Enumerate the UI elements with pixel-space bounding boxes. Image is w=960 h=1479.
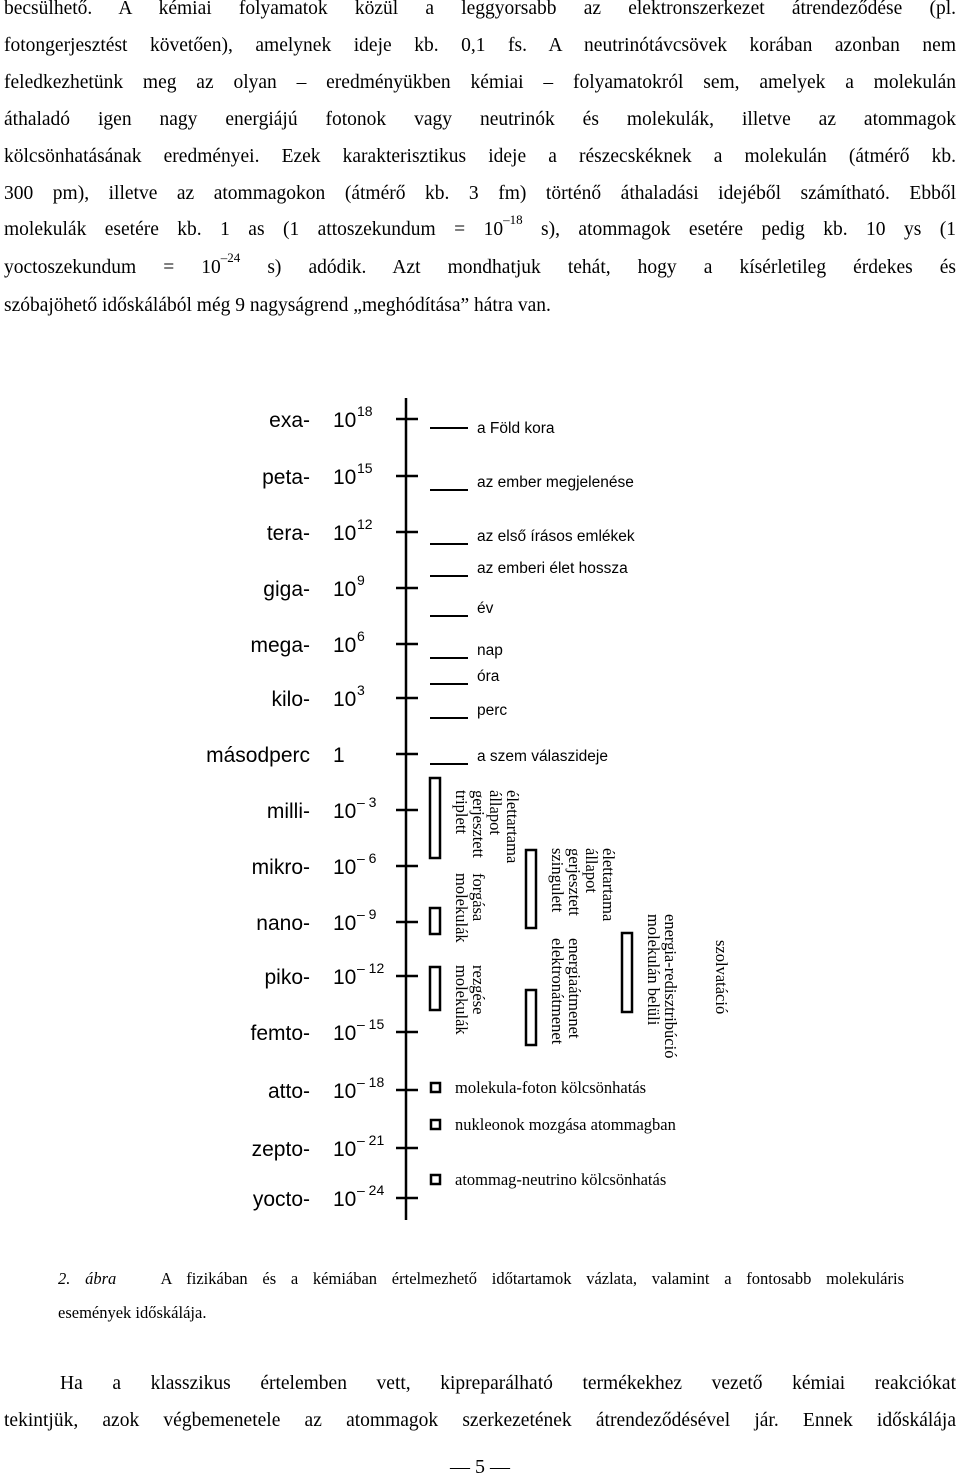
event-label-line: állapot xyxy=(582,848,601,893)
event-label-line: szingulett xyxy=(548,848,567,913)
scale-exponent-label: 6 xyxy=(357,628,365,644)
scale-prefix-label: másodperc xyxy=(206,744,310,767)
page-number: — 5 — xyxy=(450,1456,510,1478)
event-label: az ember megjelenése xyxy=(477,474,634,491)
scale-base-label: 1 xyxy=(333,744,345,767)
molecular-event-label xyxy=(644,914,680,1058)
event-duration-bar xyxy=(430,908,440,934)
scale-base-label: 10 xyxy=(333,856,357,879)
scale-base-label: 10 xyxy=(333,1138,357,1161)
scale-prefix-label: atto- xyxy=(267,1080,310,1103)
event-duration-bar xyxy=(526,990,536,1045)
scale-prefix-label: kilo- xyxy=(271,688,310,711)
event-label: az első írásos emlékek xyxy=(477,528,635,545)
scale-exponent-label: 12 xyxy=(357,516,373,532)
text-line: áthaladó igen nagy energiájú fotonok vagy neutrinók és molekulák, illetve az atommagok xyxy=(4,108,956,130)
event-label-line: elektronátmenet xyxy=(548,938,567,1045)
event-label-line: állapot xyxy=(486,790,505,835)
text-line: tekintjük, azok végbemenetele az atommagok szerkezetének átrendeződésével jár. Ennek időskálája xyxy=(4,1409,956,1431)
scale-base-label: 10 xyxy=(333,1188,357,1211)
text-line: 300 pm), illetve az atommagokon (átmérő kb. 3 fm) történő áthaladási idejéből számítható. Ebből xyxy=(4,182,956,204)
event-label-line: szolvatáció xyxy=(712,940,731,1015)
scale-base-label: 10 xyxy=(333,466,357,489)
event-label-line: élettartama xyxy=(599,848,618,922)
event-duration-bar xyxy=(526,850,536,928)
nuclear-event-label: molekula-foton kölcsönhatás xyxy=(455,1078,647,1097)
timescale-figure xyxy=(0,390,960,1230)
text-line: fotongerjesztést követően), amelynek ideje kb. 0,1 fs. A neutrinótávcsövek korában azonban nem xyxy=(4,34,956,56)
exponent: –24 xyxy=(220,250,241,266)
nuclear-event-label: atommag-neutrino kölcsönhatás xyxy=(455,1170,667,1189)
event-point-marker xyxy=(431,1083,440,1092)
scale-exponent-label: 9 xyxy=(357,572,365,588)
scale-exponent-label: – 12 xyxy=(357,960,385,976)
event-label-line: triplett xyxy=(452,790,471,834)
scale-exponent-label: – 18 xyxy=(357,1074,385,1090)
molecular-event-label xyxy=(452,873,488,943)
scale-prefix-label: giga- xyxy=(263,578,310,601)
event-label: a Föld kora xyxy=(477,420,555,437)
body-paragraph-1 xyxy=(4,0,956,325)
molecular-event-label xyxy=(548,938,584,1045)
event-label-line: molekulák xyxy=(452,873,471,943)
event-label-line: molekulák xyxy=(452,965,471,1035)
scale-prefix-label: zepto- xyxy=(251,1138,310,1161)
event-label: a szem válaszideje xyxy=(477,748,608,765)
event-point-marker xyxy=(431,1120,440,1129)
scale-base-label: 10 xyxy=(333,1022,357,1045)
event-label-line: molekulán belüli xyxy=(644,914,663,1026)
event-duration-bar xyxy=(430,778,440,858)
scale-prefix-label: exa- xyxy=(269,409,310,432)
event-label-line: energiaátmenet xyxy=(565,938,584,1039)
scale-base-label: 10 xyxy=(333,578,357,601)
scale-exponent-label: – 24 xyxy=(357,1182,385,1198)
scale-exponent-label: 3 xyxy=(357,682,365,698)
event-label: nap xyxy=(477,642,503,659)
caption-text: A fizikában és a kémiában értelmezhető időtartamok vázlata, valamint a fontosabb molekuláris xyxy=(160,1269,905,1288)
caption-line xyxy=(58,1262,904,1296)
event-duration-bar xyxy=(430,967,440,1010)
event-label: óra xyxy=(477,668,500,685)
event-label-line: élettartama xyxy=(503,790,522,864)
event-label-line: gerjesztett xyxy=(469,790,488,858)
scale-prefix-label: nano- xyxy=(256,912,310,935)
scale-exponent-label: – 21 xyxy=(357,1132,385,1148)
event-label: év xyxy=(477,600,494,617)
scale-base-label: 10 xyxy=(333,688,357,711)
text-fragment: s), atommagok esetére pedig kb. 10 ys (1 xyxy=(522,219,956,241)
text-line: feledkezhetünk meg az olyan – eredményükben kémiai – folyamatokról sem, amelyek a molekulán xyxy=(4,71,956,93)
scale-exponent-label: 18 xyxy=(357,403,373,419)
text-line: szóbajöhető időskálából még 9 nagyságrend „meghódítása” hátra van. xyxy=(4,295,551,317)
text-line xyxy=(4,212,956,250)
event-label-line: forgása xyxy=(469,873,488,922)
molecular-event-label xyxy=(452,965,488,1035)
scale-prefix-label: tera- xyxy=(266,522,310,545)
event-duration-bar xyxy=(622,933,632,1012)
scale-prefix-label: femto- xyxy=(250,1022,310,1045)
text-fragment: yoctoszekundum = 10 xyxy=(4,257,221,279)
scale-exponent-label: – 3 xyxy=(357,794,377,810)
event-point-marker xyxy=(431,1175,440,1184)
scale-exponent-label: – 6 xyxy=(357,850,377,866)
event-label-line: energia-redisztribúció xyxy=(661,914,680,1059)
caption-label: 2. ábra xyxy=(58,1269,117,1288)
event-label-line: gerjesztett xyxy=(565,848,584,916)
text-line: Ha a klasszikus értelemben vett, kipreparálható termékekhez vezető kémiai reakciókat xyxy=(60,1373,956,1394)
scale-base-label: 10 xyxy=(333,634,357,657)
text-fragment: s) adódik. Azt mondhatjuk tehát, hogy a kísérletileg érdekes és xyxy=(240,257,956,279)
text-line: becsülhető. A kémiai folyamatok közül a leggyorsabb az elektronszerkezet átrendeződése (pl. xyxy=(4,0,956,19)
caption-line: események időskálája. xyxy=(58,1303,207,1322)
exponent: –18 xyxy=(503,212,523,228)
scale-prefix-label: mega- xyxy=(250,634,310,657)
nuclear-event-label: nukleonok mozgása atommagban xyxy=(455,1115,676,1134)
scale-prefix-label: mikro- xyxy=(251,856,310,879)
scale-exponent-label: – 15 xyxy=(357,1016,385,1032)
scale-base-label: 10 xyxy=(333,1080,357,1103)
scale-prefix-label: piko- xyxy=(264,966,310,989)
scale-base-label: 10 xyxy=(333,800,357,823)
scale-base-label: 10 xyxy=(333,522,357,545)
molecular-event-label xyxy=(712,940,731,1014)
molecular-event-label xyxy=(548,848,618,922)
scale-prefix-label: milli- xyxy=(266,800,310,823)
figure-caption xyxy=(58,1262,904,1330)
event-label: az emberi élet hossza xyxy=(477,560,628,577)
body-paragraph-2 xyxy=(4,1366,956,1440)
text-line: kölcsönhatásának eredményei. Ezek karakterisztikus ideje a részecskéknek a molekulán (átmérő kb. xyxy=(4,145,956,167)
scale-exponent-label: – 9 xyxy=(357,906,377,922)
scale-base-label: 10 xyxy=(333,966,357,989)
text-line xyxy=(4,250,956,288)
scale-prefix-label: peta- xyxy=(262,466,310,489)
scale-prefix-label: yocto- xyxy=(252,1188,310,1211)
scale-base-label: 10 xyxy=(333,409,357,432)
event-label: perc xyxy=(477,702,508,719)
scale-base-label: 10 xyxy=(333,912,357,935)
scale-exponent-label: 15 xyxy=(357,460,373,476)
molecular-event-label xyxy=(452,790,522,864)
text-fragment: molekulák esetére kb. 1 as (1 attoszekundum = 10 xyxy=(4,219,504,241)
event-label-line: rezgése xyxy=(469,965,488,1015)
